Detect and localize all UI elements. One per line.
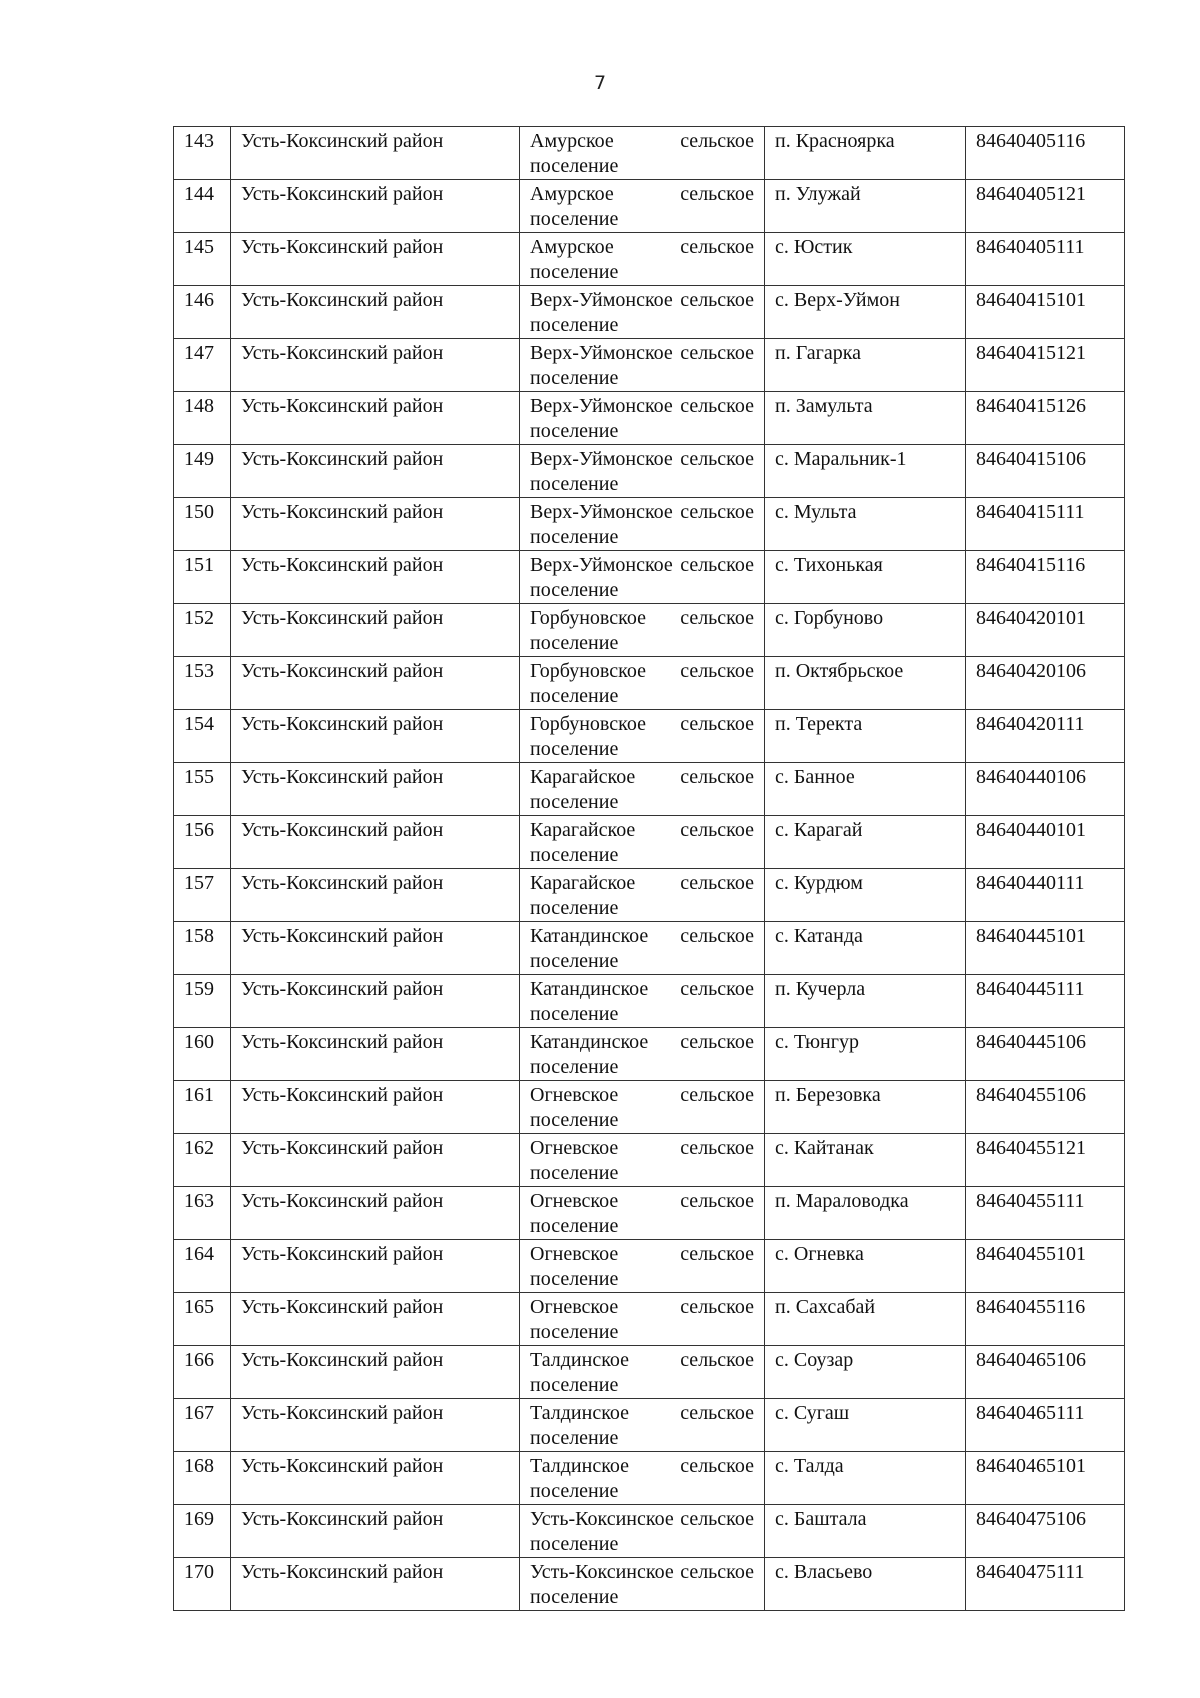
oktmo-code-cell: 84640440101 — [966, 816, 1125, 869]
row-number-cell: 143 — [174, 127, 231, 180]
district-cell: Усть-Коксинский район — [231, 922, 520, 975]
settlement-cell: Верх-Уймонское сельское поселение — [520, 498, 765, 551]
district-cell: Усть-Коксинский район — [231, 1134, 520, 1187]
settlement-cell: Катандинское сельское поселение — [520, 1028, 765, 1081]
district-cell: Усть-Коксинский район — [231, 1081, 520, 1134]
district-cell: Усть-Коксинский район — [231, 339, 520, 392]
oktmo-code-cell: 84640415106 — [966, 445, 1125, 498]
oktmo-code-cell: 84640440106 — [966, 763, 1125, 816]
row-number-cell: 156 — [174, 816, 231, 869]
table-row — [174, 1081, 1125, 1134]
settlement-cell: Огневское сельское поселение — [520, 1187, 765, 1240]
settlement-cell: Усть-Коксинское сельское поселение — [520, 1558, 765, 1611]
row-number-cell: 147 — [174, 339, 231, 392]
locality-cell: п. Октябрьское — [765, 657, 966, 710]
table-row — [174, 657, 1125, 710]
district-cell: Усть-Коксинский район — [231, 869, 520, 922]
oktmo-code-cell: 84640445101 — [966, 922, 1125, 975]
table-row — [174, 1399, 1125, 1452]
settlement-cell: Катандинское сельское поселение — [520, 975, 765, 1028]
row-number-cell: 144 — [174, 180, 231, 233]
row-number-cell: 157 — [174, 869, 231, 922]
oktmo-code-cell: 84640415101 — [966, 286, 1125, 339]
district-cell: Усть-Коксинский район — [231, 233, 520, 286]
locality-cell: п. Мараловодка — [765, 1187, 966, 1240]
oktmo-code-cell: 84640465101 — [966, 1452, 1125, 1505]
locality-cell: с. Карагай — [765, 816, 966, 869]
settlement-cell: Верх-Уймонское сельское поселение — [520, 339, 765, 392]
oktmo-code-cell: 84640420111 — [966, 710, 1125, 763]
district-cell: Усть-Коксинский район — [231, 1240, 520, 1293]
locality-cell: п. Кучерла — [765, 975, 966, 1028]
locality-cell: с. Катанда — [765, 922, 966, 975]
table-row — [174, 710, 1125, 763]
district-cell: Усть-Коксинский район — [231, 286, 520, 339]
oktmo-code-cell: 84640455121 — [966, 1134, 1125, 1187]
oktmo-code-cell: 84640475111 — [966, 1558, 1125, 1611]
row-number-cell: 153 — [174, 657, 231, 710]
oktmo-code-cell: 84640455101 — [966, 1240, 1125, 1293]
settlement-cell: Талдинское сельское поселение — [520, 1452, 765, 1505]
oktmo-code-cell: 84640415111 — [966, 498, 1125, 551]
oktmo-code-cell: 84640465111 — [966, 1399, 1125, 1452]
row-number-cell: 149 — [174, 445, 231, 498]
oktmo-code-cell: 84640415121 — [966, 339, 1125, 392]
settlement-cell: Карагайское сельское поселение — [520, 816, 765, 869]
settlement-cell: Карагайское сельское поселение — [520, 869, 765, 922]
table-row — [174, 392, 1125, 445]
locality-cell: п. Улужай — [765, 180, 966, 233]
locality-cell: с. Кайтанак — [765, 1134, 966, 1187]
table-row — [174, 1240, 1125, 1293]
locality-cell: п. Гагарка — [765, 339, 966, 392]
table-row — [174, 1558, 1125, 1611]
table-row — [174, 127, 1125, 180]
table-row — [174, 180, 1125, 233]
row-number-cell: 160 — [174, 1028, 231, 1081]
settlements-table — [173, 126, 1125, 1611]
district-cell: Усть-Коксинский район — [231, 392, 520, 445]
locality-cell: п. Березовка — [765, 1081, 966, 1134]
table-row — [174, 604, 1125, 657]
row-number-cell: 170 — [174, 1558, 231, 1611]
oktmo-code-cell: 84640420106 — [966, 657, 1125, 710]
district-cell: Усть-Коксинский район — [231, 1187, 520, 1240]
row-number-cell: 168 — [174, 1452, 231, 1505]
settlement-cell: Огневское сельское поселение — [520, 1134, 765, 1187]
locality-cell: с. Маральник-1 — [765, 445, 966, 498]
district-cell: Усть-Коксинский район — [231, 710, 520, 763]
settlement-cell: Талдинское сельское поселение — [520, 1399, 765, 1452]
oktmo-code-cell: 84640440111 — [966, 869, 1125, 922]
oktmo-code-cell: 84640405111 — [966, 233, 1125, 286]
settlement-cell: Верх-Уймонское сельское поселение — [520, 551, 765, 604]
page-number: 7 — [593, 72, 607, 94]
settlement-cell: Огневское сельское поселение — [520, 1240, 765, 1293]
settlement-cell: Огневское сельское поселение — [520, 1081, 765, 1134]
table-row — [174, 1187, 1125, 1240]
locality-cell: с. Тихонькая — [765, 551, 966, 604]
oktmo-code-cell: 84640455106 — [966, 1081, 1125, 1134]
locality-cell: с. Мульта — [765, 498, 966, 551]
row-number-cell: 148 — [174, 392, 231, 445]
oktmo-code-cell: 84640415116 — [966, 551, 1125, 604]
table-row — [174, 1028, 1125, 1081]
row-number-cell: 155 — [174, 763, 231, 816]
settlement-cell: Усть-Коксинское сельское поселение — [520, 1505, 765, 1558]
oktmo-code-cell: 84640405121 — [966, 180, 1125, 233]
row-number-cell: 162 — [174, 1134, 231, 1187]
locality-cell: п. Замульта — [765, 392, 966, 445]
row-number-cell: 167 — [174, 1399, 231, 1452]
settlement-cell: Амурское сельское поселение — [520, 127, 765, 180]
row-number-cell: 152 — [174, 604, 231, 657]
locality-cell: с. Курдюм — [765, 869, 966, 922]
locality-cell: п. Сахсабай — [765, 1293, 966, 1346]
district-cell: Усть-Коксинский район — [231, 445, 520, 498]
settlement-cell: Талдинское сельское поселение — [520, 1346, 765, 1399]
district-cell: Усть-Коксинский район — [231, 604, 520, 657]
oktmo-code-cell: 84640445111 — [966, 975, 1125, 1028]
district-cell: Усть-Коксинский район — [231, 1558, 520, 1611]
settlement-cell: Амурское сельское поселение — [520, 180, 765, 233]
locality-cell: с. Тюнгур — [765, 1028, 966, 1081]
table-row — [174, 445, 1125, 498]
row-number-cell: 146 — [174, 286, 231, 339]
row-number-cell: 151 — [174, 551, 231, 604]
district-cell: Усть-Коксинский район — [231, 1452, 520, 1505]
district-cell: Усть-Коксинский район — [231, 657, 520, 710]
locality-cell: с. Сугаш — [765, 1399, 966, 1452]
oktmo-code-cell: 84640465106 — [966, 1346, 1125, 1399]
district-cell: Усть-Коксинский район — [231, 975, 520, 1028]
settlement-cell: Верх-Уймонское сельское поселение — [520, 286, 765, 339]
settlement-cell: Горбуновское сельское поселение — [520, 710, 765, 763]
district-cell: Усть-Коксинский район — [231, 1346, 520, 1399]
district-cell: Усть-Коксинский район — [231, 127, 520, 180]
settlement-cell: Катандинское сельское поселение — [520, 922, 765, 975]
locality-cell: с. Баштала — [765, 1505, 966, 1558]
oktmo-code-cell: 84640455111 — [966, 1187, 1125, 1240]
settlement-cell: Верх-Уймонское сельское поселение — [520, 392, 765, 445]
district-cell: Усть-Коксинский район — [231, 763, 520, 816]
district-cell: Усть-Коксинский район — [231, 180, 520, 233]
locality-cell: п. Теректа — [765, 710, 966, 763]
settlement-cell: Верх-Уймонское сельское поселение — [520, 445, 765, 498]
row-number-cell: 159 — [174, 975, 231, 1028]
row-number-cell: 154 — [174, 710, 231, 763]
oktmo-code-cell: 84640420101 — [966, 604, 1125, 657]
locality-cell: п. Красноярка — [765, 127, 966, 180]
locality-cell: с. Власьево — [765, 1558, 966, 1611]
oktmo-code-cell: 84640445106 — [966, 1028, 1125, 1081]
locality-cell: с. Талда — [765, 1452, 966, 1505]
district-cell: Усть-Коксинский район — [231, 498, 520, 551]
table-row — [174, 1346, 1125, 1399]
oktmo-code-cell: 84640415126 — [966, 392, 1125, 445]
table-row — [174, 339, 1125, 392]
row-number-cell: 165 — [174, 1293, 231, 1346]
table-row — [174, 233, 1125, 286]
table-row — [174, 286, 1125, 339]
table-row — [174, 816, 1125, 869]
table-row — [174, 869, 1125, 922]
locality-cell: с. Соузар — [765, 1346, 966, 1399]
row-number-cell: 169 — [174, 1505, 231, 1558]
table-row — [174, 922, 1125, 975]
row-number-cell: 150 — [174, 498, 231, 551]
locality-cell: с. Банное — [765, 763, 966, 816]
table-row — [174, 975, 1125, 1028]
district-cell: Усть-Коксинский район — [231, 551, 520, 604]
locality-cell: с. Горбуново — [765, 604, 966, 657]
oktmo-code-cell: 84640405116 — [966, 127, 1125, 180]
locality-cell: с. Юстик — [765, 233, 966, 286]
settlement-cell: Горбуновское сельское поселение — [520, 657, 765, 710]
settlement-cell: Карагайское сельское поселение — [520, 763, 765, 816]
table-row — [174, 1505, 1125, 1558]
row-number-cell: 158 — [174, 922, 231, 975]
table-row — [174, 1134, 1125, 1187]
district-cell: Усть-Коксинский район — [231, 1293, 520, 1346]
district-cell: Усть-Коксинский район — [231, 1028, 520, 1081]
row-number-cell: 163 — [174, 1187, 231, 1240]
district-cell: Усть-Коксинский район — [231, 1399, 520, 1452]
oktmo-code-cell: 84640475106 — [966, 1505, 1125, 1558]
row-number-cell: 166 — [174, 1346, 231, 1399]
table-row — [174, 1452, 1125, 1505]
district-cell: Усть-Коксинский район — [231, 1505, 520, 1558]
settlement-cell: Огневское сельское поселение — [520, 1293, 765, 1346]
row-number-cell: 164 — [174, 1240, 231, 1293]
settlement-cell: Амурское сельское поселение — [520, 233, 765, 286]
row-number-cell: 161 — [174, 1081, 231, 1134]
locality-cell: с. Огневка — [765, 1240, 966, 1293]
oktmo-code-cell: 84640455116 — [966, 1293, 1125, 1346]
settlement-cell: Горбуновское сельское поселение — [520, 604, 765, 657]
table-body — [174, 127, 1125, 1611]
table-row — [174, 551, 1125, 604]
table-row — [174, 763, 1125, 816]
district-cell: Усть-Коксинский район — [231, 816, 520, 869]
table-row — [174, 1293, 1125, 1346]
locality-cell: с. Верх-Уймон — [765, 286, 966, 339]
row-number-cell: 145 — [174, 233, 231, 286]
table-row — [174, 498, 1125, 551]
